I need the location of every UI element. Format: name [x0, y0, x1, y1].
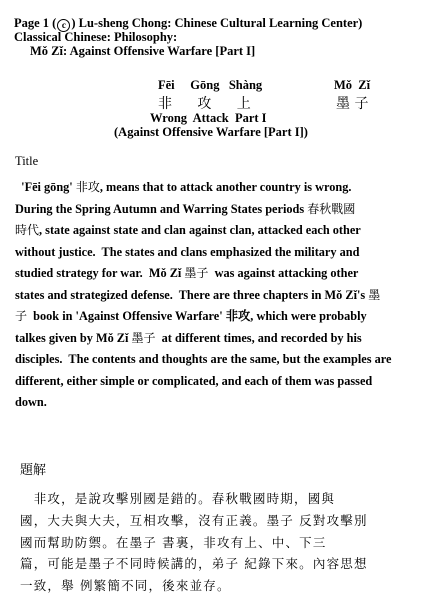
english-paragraph [15, 177, 413, 414]
english-line: down. [15, 395, 47, 409]
title-pinyin: Fēi Gōng Shàng [158, 78, 263, 92]
english-line: disciples. The contents and thoughts are the same, but the examples are [15, 352, 392, 366]
page-header-line2: Classical Chinese: Philosophy: [14, 30, 178, 44]
english-line: 時代, state against state and clan against clan, attacked each other [15, 223, 361, 237]
chinese-line: 非攻，是說攻擊別國是錯的。春秋戰國時期，國與 [20, 491, 336, 506]
chinese-paragraph [20, 488, 410, 597]
english-line: without justice. The states and clans emphasized the military and [15, 244, 360, 259]
chinese-line: 一致，舉 例繁簡不同，後來並存。 [20, 578, 231, 594]
english-line: 'Fēi gōng' 非攻, means that to attack another country is wrong. [15, 180, 352, 194]
english-line: 子 book in 'Against Offensive Warfare' 非攻, which were probably [15, 309, 367, 323]
chinese-line: 國，大夫與大夫，互相攻擊，沒有正義。墨子 反對攻擊別 [20, 512, 368, 528]
title-english-subtitle: (Against Offensive Warfare [Part I]) [114, 125, 308, 139]
english-line: During the Spring Autumn and Warring States periods 春秋戰國 [15, 201, 356, 216]
page-header-line3: Mǒ Zǐ: Against Offensive Warfare [Part I] [30, 44, 256, 58]
author-pinyin: Mǒ Zǐ [334, 78, 371, 92]
english-line: studied strategy for war. Mǒ Zǐ 墨子 was against attacking other [15, 266, 359, 280]
copyright-icon: c [57, 19, 70, 32]
section-heading-title: Title [15, 154, 39, 168]
english-line: talkes given by Mǒ Zǐ 墨子 at different times, and recorded by his [15, 330, 362, 345]
title-english: Wrong Attack Part I [150, 111, 267, 125]
english-line: different, either simple or complicated, and each of them was passed [15, 373, 373, 388]
english-line: states and strategized defense. There are three chapters in Mǒ Zǐ's 墨 [15, 287, 381, 302]
chinese-line: 篇，可能是墨子不同時候講的，弟子 紀錄下來。內容思想 [20, 556, 368, 572]
page-header-line1: Page 1 ( c ) Lu-sheng Chong: Chinese Cultural Learning Center) [14, 16, 363, 30]
title-chinese: 非 攻 上 [158, 96, 254, 112]
section-heading-chinese: 題解 [20, 463, 47, 478]
author-chinese: 墨 子 [336, 96, 369, 112]
chinese-line: 國而幫助防禦。在墨子 書裏，非攻有上、中、下三 [20, 534, 327, 550]
